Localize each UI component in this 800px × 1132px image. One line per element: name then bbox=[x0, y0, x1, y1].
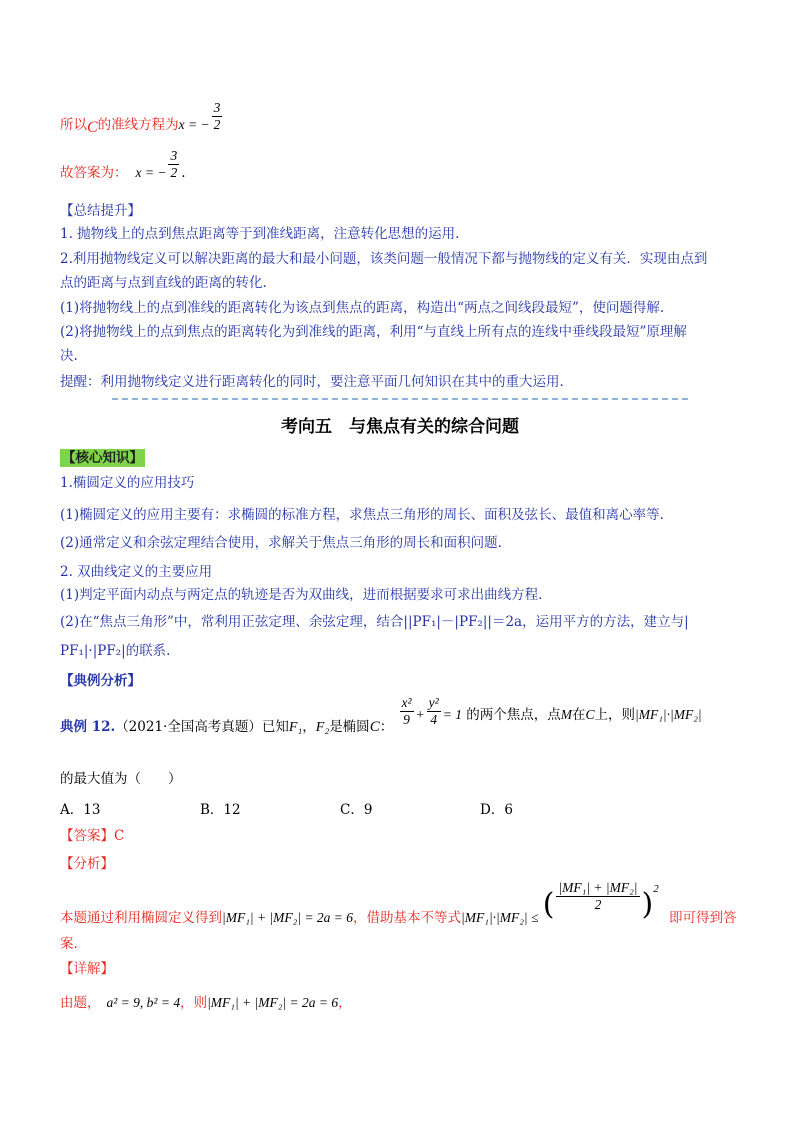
detail-text: 由题， a² = 9, b² = 4，则|MF₁| + |MF₂| = 2a = 6， bbox=[60, 995, 352, 1011]
example-q-end: 的最大值为（ ） bbox=[60, 771, 182, 787]
core-k6a: (2)在“焦点三角形”中，常利用正弦定理、余弦定理，结合||PF₁|－|PF₂||＝2a，运用平方的方法，建立与| bbox=[60, 614, 689, 630]
core-tag: 【核心知识】 bbox=[62, 450, 143, 466]
left-paren: ( bbox=[542, 887, 555, 922]
core-k4: 2. 双曲线定义的主要应用 bbox=[60, 564, 213, 580]
option-b: B．12 bbox=[200, 802, 241, 818]
core-tag-wrap bbox=[60, 449, 740, 467]
core-k1: 1.椭圆定义的应用技巧 bbox=[60, 475, 195, 491]
fraction: $\frac{3}{2}$ bbox=[170, 148, 178, 180]
fraction: $\frac{3}{2}$ bbox=[213, 100, 221, 132]
summary-p1: 1. 抛物线上的点到焦点距离等于到准线距离，注意转化思想的运用. bbox=[60, 226, 460, 242]
core-k3: (2)通常定义和余弦定理结合使用，求解关于焦点三角形的周长和面积问题. bbox=[60, 535, 502, 551]
fraction-mean: $\frac{\text{|MF₁| + |MF₂|}}{2}$ bbox=[558, 880, 638, 912]
directrix-line: 所以C的准线方程为x = − $\frac{3}{2}$ bbox=[60, 100, 221, 136]
option-c: C．9 bbox=[340, 802, 373, 818]
summary-p2a: 2.利用抛物线定义可以解决距离的最大和最小问题，该类问题一般情况下都与抛物线的定义有关．实现由点到 bbox=[60, 251, 708, 267]
core-k5: (1)判定平面内动点与两定点的轨迹是否为双曲线，进而根据要求可求出曲线方程. bbox=[60, 587, 543, 603]
option-a: A．13 bbox=[60, 802, 101, 818]
fraction-x: $\frac{\text{x²}}{9}$ bbox=[401, 695, 412, 727]
example-question: 典例 12.（2021·全国高考真题）已知F₁，F₂是椭圆C： $\frac{\text{x²}}{9}$ + $\frac{\text{y²}}{4}$ = 1 的两个焦点，点M在C上，则|MF₁|·|MF₂| bbox=[60, 695, 702, 735]
answer-line: 故答案为： x = − $\frac{3}{2}$ . bbox=[60, 148, 186, 181]
summary-p4b: 决. bbox=[60, 348, 78, 364]
fraction-y: $\frac{\text{y²}}{4}$ bbox=[428, 695, 439, 727]
summary-p4a: (2)将抛物线上的点到焦点的距离转化为到准线的距离，利用“与直线上所有点的连线中垂线段最短”原理解 bbox=[60, 324, 687, 340]
core-k6b: PF₁|·|PF₂|的联系. bbox=[60, 643, 171, 659]
core-k2: (1)椭圆定义的应用主要有：求椭圆的标准方程，求焦点三角形的周长、面积及弦长、最值和离心率等. bbox=[60, 507, 664, 523]
section-title: 考向五 与焦点有关的综合问题 bbox=[281, 417, 519, 437]
analysis-tag: 【分析】 bbox=[60, 856, 114, 872]
option-d: D．6 bbox=[480, 802, 513, 818]
analysis-text: 本题通过利用椭圆定义得到|MF₁| + |MF₂| = 2a = 6，借助基本不等式|MF₁|·|MF₂| ≤ ( $\frac{\text{|MF₁| + |MF₂|}}{2}$ )$^2$ 即可得到答案. bbox=[60, 880, 737, 952]
summary-p5: 提醒：利用抛物线定义进行距离转化的同时，要注意平面几何知识在其中的重大运用. bbox=[60, 374, 564, 390]
dashed-divider bbox=[112, 398, 688, 400]
detail-tag: 【详解】 bbox=[60, 961, 114, 977]
summary-heading: 【总结提升】 bbox=[60, 203, 141, 219]
summary-p3: (1)将抛物线上的点到准线的距离转化为该点到焦点的距离，构造出“两点之间线段最短”，使问题得解. bbox=[60, 300, 665, 316]
example-heading: 【典例分析】 bbox=[60, 673, 141, 689]
answer-tag: 【答案】C bbox=[60, 828, 125, 844]
right-paren: ) bbox=[641, 887, 654, 922]
summary-p2b: 点的距离与点到直线的距离的转化. bbox=[60, 275, 267, 291]
